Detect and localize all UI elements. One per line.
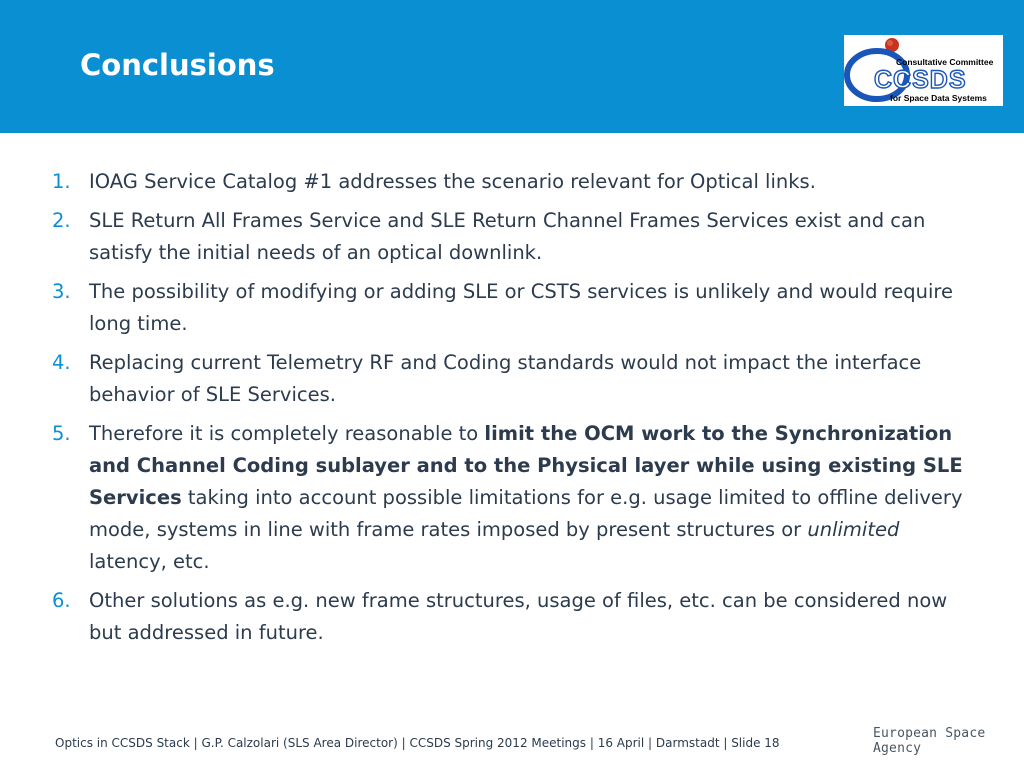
- logo-line1: Consultative Committee: [896, 57, 994, 67]
- list-item: [0, 166, 1024, 198]
- list-item: [0, 347, 1024, 411]
- item-number: 4.: [52, 351, 71, 374]
- logo-line3: for Space Data Systems: [890, 93, 987, 103]
- logo-planet-highlight: [887, 40, 893, 46]
- item-number: 5.: [52, 422, 71, 445]
- item-text: IOAG Service Catalog #1 addresses the scenario relevant for Optical links.: [89, 170, 816, 193]
- conclusions-list: [0, 166, 1024, 656]
- item-text: The possibility of modifying or adding SLE or CSTS services is unlikely and would require long time.: [89, 280, 953, 335]
- item-text-italic: unlimited: [807, 518, 900, 541]
- item-text-part2: taking into account possible limitations for e.g. usage limited to offline delivery mode, systems in line with frame rates imposed by present structures or: [89, 486, 963, 541]
- slide-title: Conclusions: [80, 48, 275, 82]
- header-bar: [0, 0, 1024, 133]
- item-number: 2.: [52, 209, 71, 232]
- ccsds-logo-graphic: [844, 35, 1003, 106]
- item-text: SLE Return All Frames Service and SLE Return Channel Frames Services exist and can satisfy the initial needs of an optical downlink.: [89, 209, 926, 264]
- ccsds-logo: [844, 35, 1003, 106]
- list-item: [0, 276, 1024, 340]
- logo-acronym: CCSDS: [874, 66, 967, 94]
- agency-name: European Space Agency: [873, 726, 986, 756]
- list-item: [0, 418, 1024, 578]
- list-item: [0, 585, 1024, 649]
- slide-footer: Optics in CCSDS Stack | G.P. Calzolari (SLS Area Director) | CCSDS Spring 2012 Meetings | 16 April | Darmstadt | Slide 18: [55, 736, 780, 750]
- item-text-bold: limit the OCM work to the Synchronization and Channel Coding sublayer and to the Physical layer while using existing SLE Services: [89, 422, 963, 509]
- item-number: 3.: [52, 280, 71, 303]
- item-text-part1: Therefore it is completely reasonable to: [89, 422, 485, 445]
- item-text: Other solutions as e.g. new frame structures, usage of files, etc. can be considered now but addressed in future.: [89, 589, 948, 644]
- item-number: 1.: [52, 170, 71, 193]
- item-number: 6.: [52, 589, 71, 612]
- item-text: Replacing current Telemetry RF and Coding standards would not impact the interface behavior of SLE Services.: [89, 351, 922, 406]
- item-text-part3: latency, etc.: [89, 550, 210, 573]
- list-item: [0, 205, 1024, 269]
